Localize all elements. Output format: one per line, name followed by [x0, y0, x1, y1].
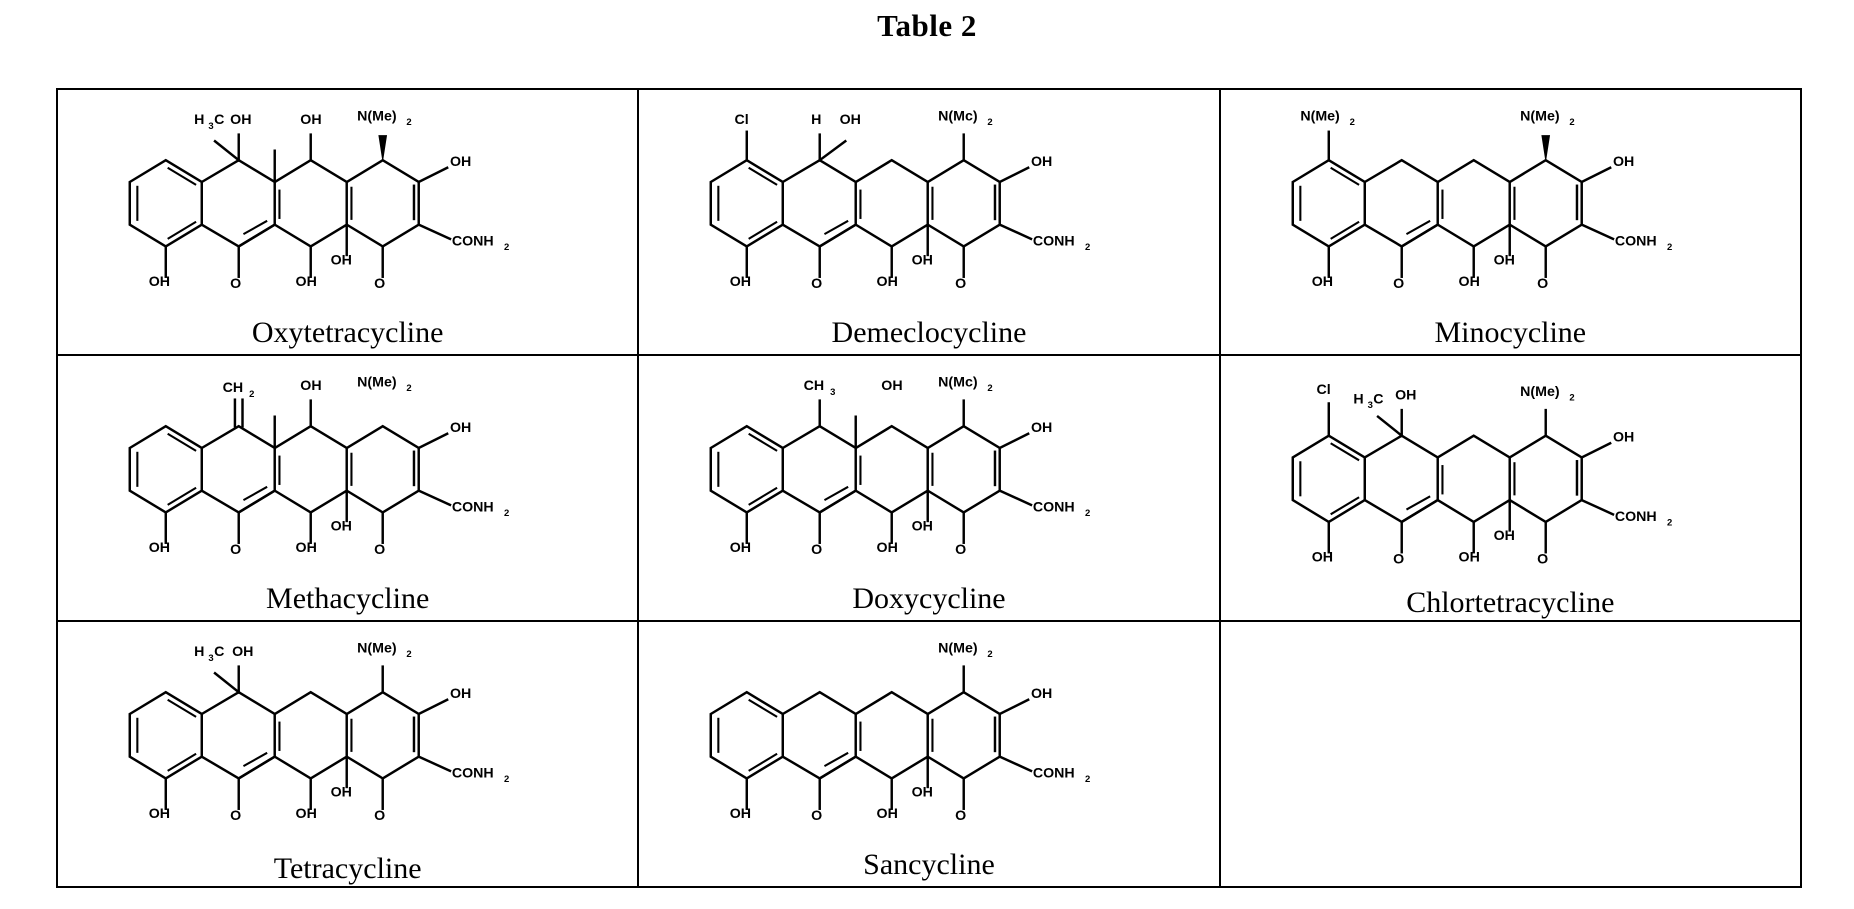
structures-table: [56, 88, 1802, 888]
svg-text:3: 3: [830, 386, 836, 398]
svg-text:O: O: [811, 542, 823, 559]
svg-text:OH: OH: [230, 112, 252, 129]
svg-text:C: C: [214, 644, 225, 661]
compound-name: Doxycycline: [852, 582, 1006, 615]
svg-text:N(Mc): N(Mc): [938, 108, 978, 125]
svg-text:N(Me): N(Me): [357, 108, 397, 125]
svg-text:3: 3: [208, 652, 214, 664]
table-row: [58, 90, 1800, 356]
svg-text:OH: OH: [148, 540, 171, 557]
svg-text:2: 2: [1085, 774, 1091, 786]
svg-text:OH: OH: [449, 419, 472, 436]
svg-text:N(Me): N(Me): [938, 640, 978, 657]
svg-text:OH: OH: [911, 252, 934, 269]
svg-text:OH: OH: [1311, 274, 1333, 291]
svg-text:N(Me): N(Me): [357, 640, 397, 657]
svg-text:OH: OH: [449, 153, 472, 170]
svg-text:H: H: [194, 112, 205, 129]
svg-text:2: 2: [406, 649, 412, 661]
svg-text:CONH: CONH: [1033, 233, 1076, 250]
svg-text:CONH: CONH: [451, 233, 494, 250]
svg-text:OH: OH: [730, 540, 752, 557]
svg-text:2: 2: [406, 117, 412, 129]
table-cell-tetracycline: [58, 622, 639, 886]
svg-text:O: O: [811, 808, 823, 825]
svg-text:2: 2: [406, 383, 412, 395]
svg-text:OH: OH: [1031, 685, 1053, 702]
svg-text:2: 2: [987, 383, 994, 395]
svg-text:OH: OH: [730, 274, 752, 291]
svg-text:O: O: [811, 276, 823, 293]
svg-text:H: H: [1353, 391, 1364, 408]
svg-text:O: O: [230, 542, 242, 559]
svg-text:CH: CH: [803, 378, 825, 395]
svg-text:CONH: CONH: [1614, 508, 1657, 525]
svg-text:O: O: [374, 808, 386, 825]
svg-text:C: C: [214, 112, 225, 129]
svg-text:OH: OH: [449, 685, 472, 702]
table-cell-oxytetracycline: [58, 90, 639, 354]
svg-text:OH: OH: [911, 518, 934, 535]
table-cell-methacycline: [58, 356, 639, 620]
svg-text:OH: OH: [300, 378, 322, 395]
svg-text:OH: OH: [1311, 549, 1333, 566]
table-cell-demeclocycline: [639, 90, 1220, 354]
svg-text:OH: OH: [232, 644, 254, 661]
svg-text:O: O: [955, 542, 967, 559]
svg-text:OH: OH: [1493, 252, 1515, 269]
svg-text:OH: OH: [1394, 387, 1417, 404]
svg-text:N(Me): N(Me): [357, 374, 397, 391]
svg-text:OH: OH: [1031, 419, 1053, 436]
svg-text:H: H: [811, 112, 822, 129]
svg-text:2: 2: [503, 774, 510, 786]
page-title: Table 2: [877, 8, 977, 43]
svg-text:Cl: Cl: [734, 112, 750, 129]
svg-text:O: O: [955, 276, 967, 293]
svg-text:O: O: [955, 808, 967, 825]
svg-text:OH: OH: [330, 252, 352, 269]
svg-text:O: O: [374, 276, 386, 293]
svg-text:N(Me): N(Me): [1519, 108, 1560, 125]
table-cell-empty: [1221, 622, 1800, 886]
svg-text:OH: OH: [330, 518, 352, 535]
structure-minocycline: [1221, 92, 1800, 293]
table-cell-sancycline: [639, 622, 1220, 886]
svg-text:N(Me): N(Me): [1519, 383, 1560, 400]
svg-text:OH: OH: [839, 112, 862, 129]
svg-text:CONH: CONH: [451, 499, 494, 516]
svg-text:2: 2: [1569, 392, 1575, 404]
svg-text:2: 2: [503, 242, 510, 254]
svg-text:OH: OH: [876, 274, 899, 291]
table-cell-chlortetracycline: [1221, 356, 1800, 620]
compound-name: Tetracycline: [273, 852, 422, 885]
table-cell-doxycycline: [639, 356, 1220, 620]
svg-text:O: O: [230, 808, 242, 825]
table-row: [58, 622, 1800, 886]
svg-text:OH: OH: [911, 784, 934, 801]
svg-text:OH: OH: [295, 540, 317, 557]
structure-doxycycline: [639, 358, 1218, 559]
svg-text:O: O: [374, 542, 386, 559]
svg-text:3: 3: [1367, 400, 1373, 412]
svg-text:C: C: [1372, 391, 1384, 408]
svg-text:OH: OH: [148, 274, 171, 291]
svg-text:N(Me): N(Me): [1300, 108, 1340, 125]
svg-text:2: 2: [1569, 117, 1575, 129]
svg-text:2: 2: [1085, 508, 1091, 520]
structure-chlortetracycline: [1221, 358, 1800, 568]
svg-text:OH: OH: [876, 806, 899, 823]
svg-text:OH: OH: [300, 112, 322, 129]
svg-text:2: 2: [1085, 242, 1091, 254]
svg-text:OH: OH: [1612, 429, 1634, 446]
svg-text:2: 2: [1349, 117, 1355, 129]
compound-name: Chlortetracycline: [1406, 586, 1615, 619]
structure-sancycline: [639, 624, 1218, 825]
structure-demeclocycline: [639, 92, 1218, 293]
svg-text:OH: OH: [295, 274, 317, 291]
svg-text:2: 2: [249, 388, 255, 400]
svg-text:CH: CH: [222, 380, 244, 397]
compound-name: Oxytetracycline: [251, 316, 444, 349]
svg-text:3: 3: [208, 120, 214, 132]
svg-text:OH: OH: [881, 378, 903, 395]
structure-tetracycline: [58, 624, 637, 825]
svg-text:O: O: [1536, 551, 1548, 568]
svg-text:2: 2: [987, 117, 994, 129]
svg-text:N(Mc): N(Mc): [938, 374, 978, 391]
compound-name: Demeclocycline: [831, 316, 1027, 349]
svg-text:OH: OH: [1612, 153, 1634, 170]
svg-text:OH: OH: [148, 806, 171, 823]
svg-text:CONH: CONH: [451, 765, 494, 782]
svg-text:O: O: [230, 276, 242, 293]
structure-methacycline: [58, 358, 637, 559]
svg-text:O: O: [1392, 551, 1404, 568]
svg-text:CONH: CONH: [1614, 233, 1657, 250]
svg-text:CONH: CONH: [1033, 765, 1076, 782]
svg-text:2: 2: [503, 508, 510, 520]
compound-name: Sancycline: [863, 848, 995, 881]
svg-text:O: O: [1536, 276, 1548, 293]
svg-text:OH: OH: [876, 540, 899, 557]
svg-text:2: 2: [987, 649, 994, 661]
svg-text:OH: OH: [1458, 549, 1480, 566]
svg-text:2: 2: [1666, 517, 1672, 529]
compound-name: Minocycline: [1434, 316, 1587, 349]
svg-text:OH: OH: [1493, 527, 1515, 544]
svg-text:OH: OH: [295, 806, 317, 823]
svg-text:O: O: [1392, 276, 1404, 293]
table-row: [58, 356, 1800, 622]
svg-text:Cl: Cl: [1316, 382, 1331, 398]
svg-text:CONH: CONH: [1033, 499, 1076, 516]
svg-text:H: H: [194, 644, 205, 661]
svg-text:OH: OH: [330, 784, 352, 801]
structure-oxytetracycline: [58, 92, 637, 293]
svg-text:2: 2: [1666, 242, 1672, 254]
svg-text:OH: OH: [730, 806, 752, 823]
svg-text:OH: OH: [1458, 274, 1480, 291]
svg-text:OH: OH: [1031, 153, 1053, 170]
compound-name: Methacycline: [266, 582, 430, 615]
table-cell-minocycline: [1221, 90, 1800, 354]
